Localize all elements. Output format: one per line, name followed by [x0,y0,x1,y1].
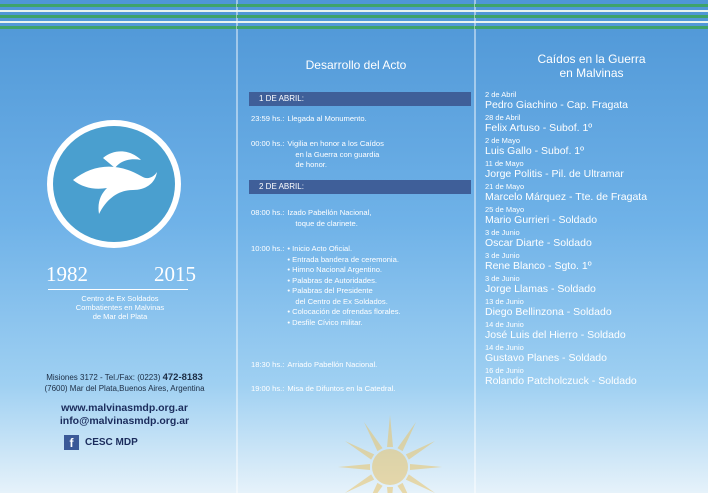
list-item [485,297,700,319]
list-item [485,182,700,204]
schedule-desc: Llegada al Monumento. [287,114,367,123]
fallen-name: Luis Gallo - Subof. 1º [485,145,584,157]
fallen-name: Jorge Llamas - Soldado [485,283,596,295]
contact-links [22,402,227,428]
right-panel [475,0,708,493]
list-item [485,136,700,158]
schedule-item [251,244,471,328]
middle-panel [237,0,475,493]
email-link[interactable]: info@malvinasmdp.org.ar [59,415,190,427]
list-item [485,320,700,342]
address [22,372,227,394]
address-phone-label: Misiones 3172 - Tel./Fax: (0223) [46,373,161,382]
top-stripes [0,4,237,32]
fallen-title-line-1: Caídos en la Guerra [537,52,646,66]
schedule-time: 00:00 hs.: [251,139,285,148]
program-title: Desarrollo del Acto [305,58,407,72]
fallen-name: Rene Blanco - Sgto. 1º [485,260,592,272]
fallen-name: Pedro Giachino - Cap. Fragata [485,99,628,111]
schedule-item [251,114,471,125]
list-item [485,274,700,296]
schedule-item [251,208,471,229]
org-line-1: Centro de Ex Soldados [81,294,159,303]
schedule-desc: • Inicio Acto Oficial. • Entrada bandera de ceremonia. • Himno Nacional Argentino. • Palabras de Autoridades. • Palabras del Presidente del Centro de Ex Soldados. • Colocación de ofrendas florales. • Desfile Cívico militar. [287,244,401,327]
address-city: (7600) Mar del Plata,Buenos Aires, Argentina [44,384,205,393]
fallen-date: 28 de Abril [485,113,521,122]
fallen-date: 13 de Junio [485,297,524,306]
org-line-2: Combatientes en Malvinas [75,303,165,312]
fallen-date: 21 de Mayo [485,182,525,191]
fallen-date: 11 de Mayo [485,159,524,168]
fallen-name: Jorge Politis - Pil. de Ultramar [485,168,624,180]
fallen-name: Felix Artuso - Subof. 1º [485,122,593,134]
facebook-link[interactable] [64,434,138,450]
schedule-time: 18:30 hs.: [251,360,285,369]
fallen-name: José Luis del Hierro - Soldado [485,329,626,341]
schedule-item [251,384,471,395]
fallen-date: 14 de Junio [485,343,524,352]
dove-emblem-icon [45,118,183,250]
year-start: 1982 [46,262,88,286]
fallen-date: 2 de Mayo [485,136,521,145]
schedule-desc: Vigilia en honor a los Caídos en la Guerra con guardia de honor. [287,139,384,169]
fallen-title-line-2: en Malvinas [559,66,624,80]
schedule-time: 23:59 hs.: [251,114,285,123]
fallen-list [485,90,700,389]
list-item [485,113,700,135]
fallen-title [481,52,702,80]
schedule-item [251,360,471,371]
organization-name [40,294,200,321]
day2-bar: 2 DE ABRIL: [249,180,471,194]
list-item [485,251,700,273]
schedule-item [251,139,471,171]
sun-of-may-icon [325,402,455,493]
fallen-name: Rolando Patcholczuck - Soldado [485,375,637,387]
website-link[interactable]: www.malvinasmdp.org.ar [61,402,188,414]
left-panel [0,0,237,493]
list-item [485,90,700,112]
fallen-date: 3 de Junio [485,228,520,237]
fallen-date: 2 de Abril [485,90,517,99]
schedule-time: 10:00 hs.: [251,244,285,253]
years-divider [48,289,188,290]
schedule-desc: Izado Pabellón Nacional, toque de clarinete. [287,208,372,228]
schedule-desc: Arriado Pabellón Nacional. [287,360,378,369]
schedule-time: 19:00 hs.: [251,384,285,393]
fallen-name: Oscar Diarte - Soldado [485,237,592,249]
year-end: 2015 [154,262,196,286]
facebook-icon: f [64,435,79,450]
years [46,262,196,287]
schedule-time: 08:00 hs.: [251,208,285,217]
list-item [485,159,700,181]
fallen-date: 16 de Junio [485,366,524,375]
fallen-date: 3 de Junio [485,251,520,260]
list-item [485,205,700,227]
fallen-name: Mario Gurrieri - Soldado [485,214,598,226]
list-item [485,228,700,250]
fallen-date: 14 de Junio [485,320,524,329]
phone-number: 472-8183 [162,372,203,383]
fallen-name: Marcelo Márquez - Tte. de Fragata [485,191,648,203]
org-line-3: de Mar del Plata [92,312,148,321]
list-item [485,366,700,388]
fallen-date: 25 de Mayo [485,205,525,214]
fallen-name: Diego Bellinzona - Soldado [485,306,612,318]
day1-bar: 1 DE ABRIL: [249,92,471,106]
facebook-label: CESC MDP [85,436,138,448]
list-item [485,343,700,365]
top-stripes [237,4,475,32]
fallen-date: 3 de Junio [485,274,520,283]
schedule-desc: Misa de Difuntos en la Catedral. [287,384,396,393]
top-stripes [475,4,708,32]
fallen-name: Gustavo Planes - Soldado [485,352,607,364]
